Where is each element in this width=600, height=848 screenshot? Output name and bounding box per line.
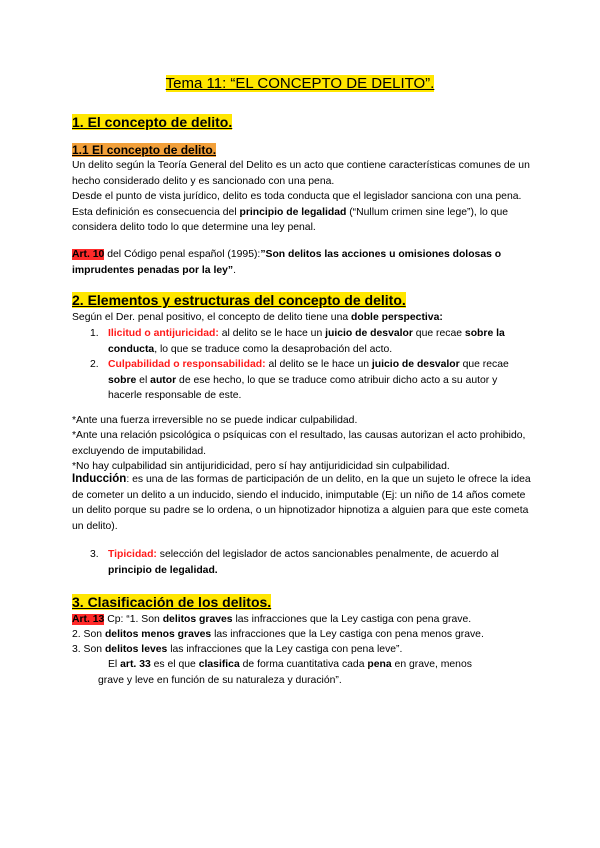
- art-13-line-2: 2. Son delitos menos graves las infracciones que la Ley castiga con pena menos grave.: [72, 629, 484, 640]
- paragraph-art-10: Art. 10 del Código penal español (1995):”Son delitos las acciones u omisiones dolosas o imprudentes penadas por la ley”.: [72, 249, 502, 276]
- section-2-intro: Según el Der. penal positivo, el concepto de delito tiene una doble perspectiva:: [72, 312, 443, 323]
- art-10-badge: Art. 10: [72, 249, 105, 260]
- list-item-culpabilidad: Culpabilidad o responsabilidad: al delito se le hace un juicio de desvalor que recae sobre el autor de ese hecho, lo que se traduce como atribuir dicho acto a su autor y hacerle responsable de este.: [108, 359, 509, 402]
- paragraph-art-33: El art. 33 es el que clasifica de forma cuantitativa cada pena en grave, menos grave y leve en función de su naturaleza y duración”.: [98, 659, 472, 686]
- list-number: 2.: [90, 359, 99, 370]
- section-1-subheading: 1.1 El concepto de delito.: [72, 143, 217, 157]
- list-number: 1.: [90, 328, 99, 339]
- art-13-line-1: Art. 13 Cp: “1. Son delitos graves las infracciones que la Ley castiga con pena grave.: [72, 614, 472, 625]
- list-item-tipicidad: Tipicidad: selección del legislador de actos sancionables penalmente, de acuerdo al principio de legalidad.: [108, 549, 499, 576]
- paragraph-definition: Un delito según la Teoría General del Delito es un acto que contiene características comunes de un hecho considerado delito y es sancionado con una pena.: [72, 160, 530, 187]
- note-relacion: *Ante una relación psicológica o psíquicas con el resultado, las causas autorizan el acto prohibido, excluyendo de imputabilidad.: [72, 430, 526, 457]
- section-2-heading: 2. Elementos y estructuras del concepto de delito.: [72, 292, 406, 308]
- section-1-heading: 1. El concepto de delito.: [72, 114, 233, 130]
- note-culpabilidad: *No hay culpabilidad sin antijuridicidad, pero sí hay antijuridicidad sin culpabilidad.: [72, 461, 450, 472]
- list-number: 3.: [90, 549, 99, 560]
- art-13-badge: Art. 13: [72, 614, 105, 625]
- paragraph-legal-view: Desde el punto de vista jurídico, delito es toda conducta que el legislador sanciona con una pena. Esta definición es consecuencia del principio de legalidad (“Nullum crimen sine lege”), lo que considera delito todo lo que determine una ley penal.: [72, 191, 522, 234]
- art-13-line-3: 3. Son delitos leves las infracciones que la Ley castiga con pena leve”.: [72, 644, 403, 655]
- note-fuerza: *Ante una fuerza irreversible no se puede indicar culpabilidad.: [72, 415, 358, 426]
- page-title: Tema 11: “EL CONCEPTO DE DELITO”.: [165, 75, 435, 92]
- list-item-ilicitud: Ilicitud o antijuricidad: al delito se le hace un juicio de desvalor que recae sobre la conducta, lo que se traduce como la desaprobación del acto.: [108, 328, 505, 355]
- paragraph-induccion: Inducción: es una de las formas de participación de un delito, en la que un sujeto le ofrece la idea de cometer un delito a un inducido, siendo el inducido, inimputable (Ej: un niño de 14 años comete un delito porque su padre se lo ordena, o un hipnotizador hipnotiza a alguien para que este cometa un delito).: [72, 473, 531, 532]
- section-3-heading: 3. Clasificación de los delitos.: [72, 594, 272, 610]
